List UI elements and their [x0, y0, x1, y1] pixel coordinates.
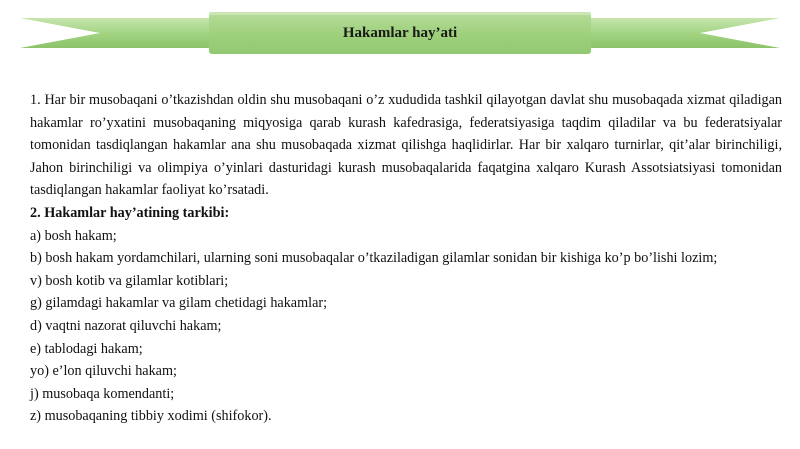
title-banner [0, 10, 800, 56]
list-item: v) bosh kotib va gilamlar kotiblari; [30, 272, 229, 289]
list-item: yo) e’lon qiluvchi hakam; [30, 363, 177, 380]
list-item: g) gilamdagi hakamlar va gilam chetidagi hakamlar; [30, 295, 328, 312]
list-item: e) tablodagi hakam; [30, 340, 143, 357]
list-item: b) bosh hakam yordamchilari, ularning soni musobaqalar o’tkaziladigan gilamlar sonidan bir kishiga ko’p bo’lishi lozim; [30, 250, 718, 267]
intro-paragraph: 1. Har bir musobaqani o’tkazishdan oldin shu musobaqani o’z xududida tashkil qilayotgan davlat shu musobaqada xizmat qiladigan hakamlar ro’yxatini musobaqaning miqyosiga qarab kurash kafedrasiga, federatsiyasiga taqdim qiladilar va bu federatsiyalar tomonidan tasdiqlangan hakamlar ana shu musobaqada xizmat qilishga haqlidirlar. Har bir xalqaro turnirlar, qit’alar birinchiligi, Jahon birinchiligi va olimpiya o’yinlari dasturidagi kurash musobaqalarida faqatgina xalqaro Kurash Assotsiatsiyasi tomonidan tasdiqlangan hakamlar faoliyat ko’rsatadi. [30, 92, 782, 199]
banner-right-tail [588, 18, 780, 48]
banner-left-tail [20, 18, 212, 48]
document-body [30, 89, 782, 428]
page-title: Hakamlar hay’ati [342, 25, 458, 41]
list-item: j) musobaqa komendanti; [30, 385, 175, 402]
list-item: d) vaqtni nazorat qiluvchi hakam; [30, 317, 222, 334]
list-item: z) musobaqaning tibbiy xodimi (shifokor). [30, 408, 272, 425]
section-heading: 2. Hakamlar hay’atining tarkibi: [30, 204, 230, 221]
list-item: a) bosh hakam; [30, 227, 117, 244]
